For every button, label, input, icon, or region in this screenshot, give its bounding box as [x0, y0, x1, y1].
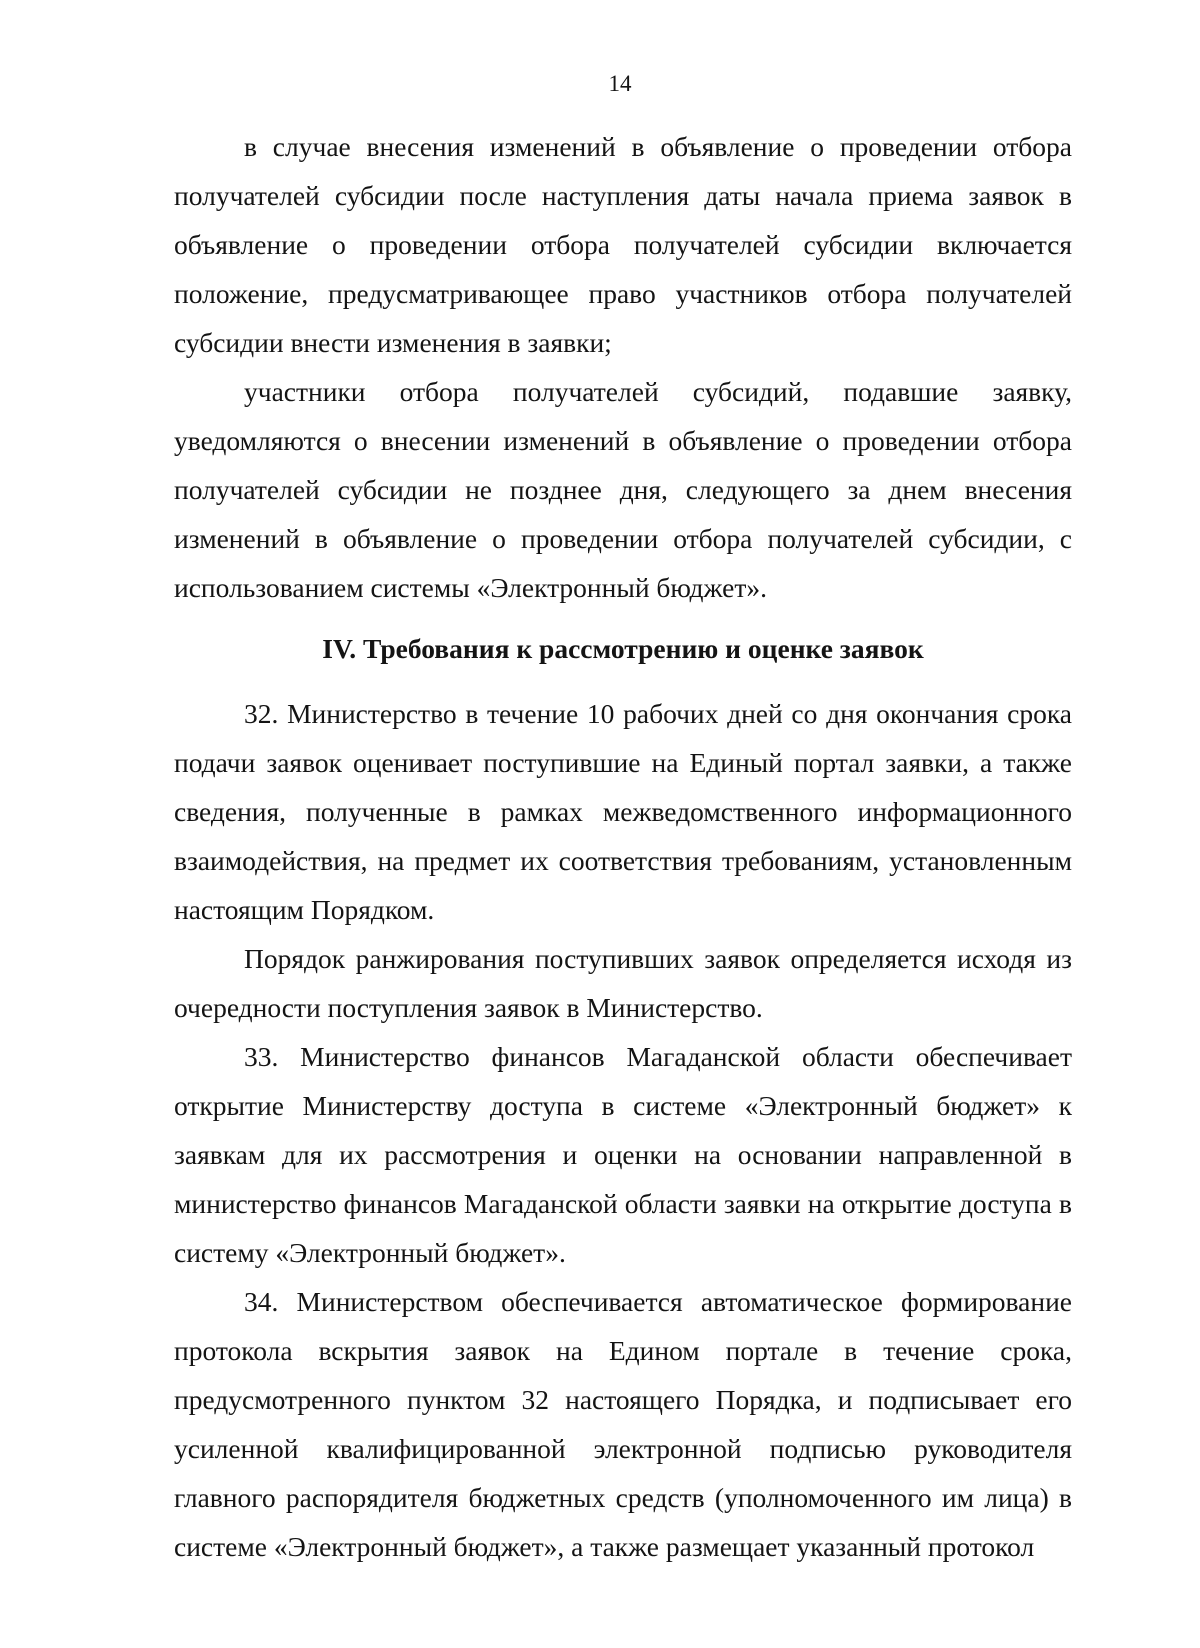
- page-number: 14: [608, 71, 632, 96]
- paragraph-amendment-clause: в случае внесения изменений в объявление о проведении отбора получателей субсидии после наступления даты начала приема заявок в объявление о проведении отбора получателей субсидии включается положение, предусматривающее право участников отбора получателей субсидии внести изменения в заявки;: [174, 131, 1072, 358]
- paragraph-participants-notice: участники отбора получателей субсидий, подавшие заявку, уведомляются о внесении изменений в объявление о проведении отбора получателей субсидии не позднее дня, следующего за днем внесения изменений в объявление о проведении отбора получателей субсидии, с использованием системы «Электронный бюджет».: [174, 376, 1072, 603]
- paragraph-item-33: 33. Министерство финансов Магаданской области обеспечивает открытие Министерству доступа в системе «Электронный бюджет» к заявкам для их рассмотрения и оценки на основании направленной в министерство финансов Магаданской области заявки на открытие доступа в систему «Электронный бюджет».: [174, 1041, 1072, 1268]
- paragraph-item-34: 34. Министерством обеспечивается автоматическое формирование протокола вскрытия заявок на Едином портале в течение срока, предусмотренного пунктом 32 настоящего Порядка, и подписывает его усиленной квалифицированной электронной подписью руководителя главного распорядителя бюджетных средств (уполномоченного им лица) в системе «Электронный бюджет», а также размещает указанный протокол: [174, 1286, 1072, 1562]
- section-heading: IV. Требования к рассмотрению и оценке заявок: [322, 633, 924, 664]
- paragraph-item-32: 32. Министерство в течение 10 рабочих дней со дня окончания срока подачи заявок оценивает поступившие на Единый портал заявки, а также сведения, полученные в рамках межведомственного информационного взаимодействия, на предмет их соответствия требованиям, установленным настоящим Порядком.: [174, 698, 1072, 925]
- document-body: [174, 122, 1072, 1571]
- paragraph-ranking-order: Порядок ранжирования поступивших заявок определяется исходя из очередности поступления заявок в Министерство.: [174, 943, 1072, 1023]
